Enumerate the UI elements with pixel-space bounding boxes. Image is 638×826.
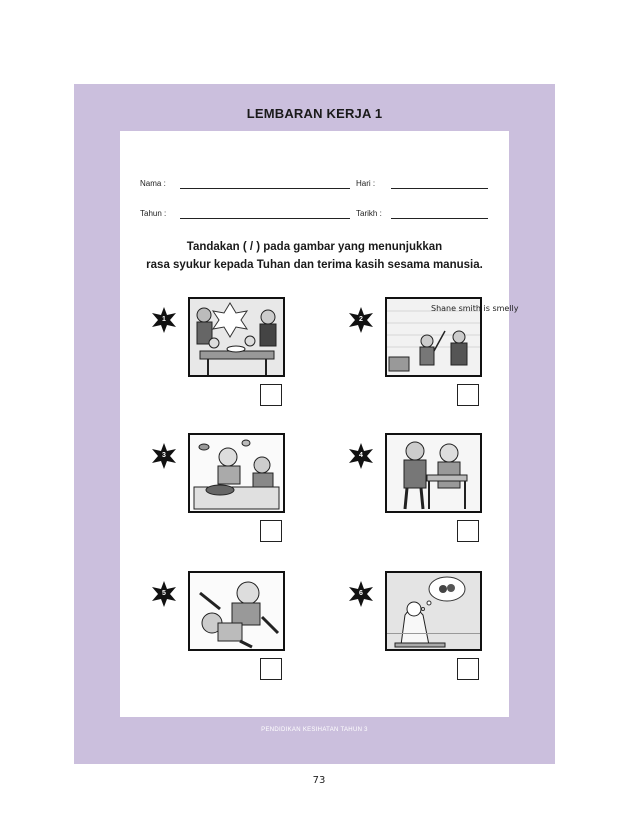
item-6 xyxy=(348,571,528,683)
hari-label: Hari : xyxy=(356,179,376,188)
graffiti-wall-illustration xyxy=(385,297,519,377)
checkbox-item-4[interactable] xyxy=(457,520,479,542)
nama-line[interactable] xyxy=(180,188,350,189)
checkbox-item-3[interactable] xyxy=(260,520,282,542)
praying-illustration xyxy=(385,571,482,651)
tahun-line[interactable] xyxy=(180,218,350,219)
item-number: 4 xyxy=(359,452,363,459)
tahun-label: Tahun : xyxy=(140,209,167,218)
helping-elderly-illustration xyxy=(385,433,482,513)
item-number: 6 xyxy=(359,590,363,597)
item-number: 3 xyxy=(162,452,166,459)
checkbox-item-2[interactable] xyxy=(457,384,479,406)
item-1 xyxy=(151,297,331,409)
children-fighting-illustration xyxy=(188,571,285,651)
checkbox-item-1[interactable] xyxy=(260,384,282,406)
page-number: 73 xyxy=(312,775,326,786)
worksheet-frame xyxy=(74,84,555,764)
family-meal-illustration xyxy=(188,297,285,377)
tarikh-line[interactable] xyxy=(391,218,488,219)
item-number: 1 xyxy=(162,316,166,323)
checkbox-item-5[interactable] xyxy=(260,658,282,680)
item-4 xyxy=(348,433,528,545)
tarikh-label: Tarikh : xyxy=(356,209,382,218)
food-fight-illustration xyxy=(188,433,285,513)
graffiti-text: Shane smith is smelly xyxy=(431,304,519,313)
item-3 xyxy=(151,433,331,545)
worksheet-paper xyxy=(120,131,519,717)
item-number: 5 xyxy=(162,590,166,597)
checkbox-item-6[interactable] xyxy=(457,658,479,680)
item-5 xyxy=(151,571,331,683)
item-2 xyxy=(348,297,528,409)
instruction-line-1: Tandakan ( / ) pada gambar yang menunjukkan xyxy=(186,241,443,253)
worksheet-footer: PENDIDIKAN KESIHATAN TAHUN 3 xyxy=(261,727,368,733)
nama-label: Nama : xyxy=(140,179,166,188)
item-number: 2 xyxy=(359,316,363,323)
worksheet-title: LEMBARAN KERJA 1 xyxy=(246,106,383,121)
hari-line[interactable] xyxy=(391,188,488,189)
instruction-line-2: rasa syukur kepada Tuhan dan terima kasih sesama manusia. xyxy=(146,259,483,271)
